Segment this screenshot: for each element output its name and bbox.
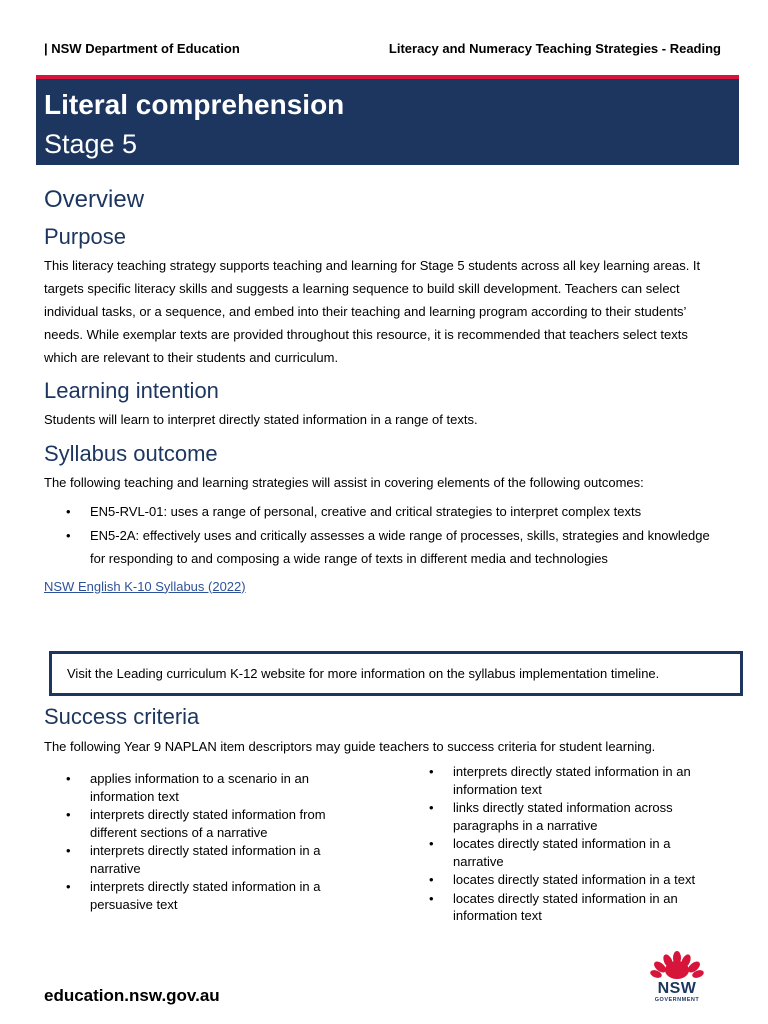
criteria-text: links directly stated information across paragraphs in a narrative <box>453 800 673 833</box>
outcome-list <box>44 500 724 571</box>
page-header <box>44 41 721 59</box>
bullet-icon: • <box>66 527 71 543</box>
bullet-icon: • <box>429 872 434 887</box>
list-item <box>429 799 719 834</box>
success-criteria-list-right <box>429 763 719 926</box>
success-criteria-list-left <box>66 770 356 914</box>
success-criteria-section <box>44 703 734 756</box>
list-item <box>429 835 719 870</box>
logo-wordmark: NSW <box>657 980 697 997</box>
criteria-text: interprets directly stated information in a persuasive text <box>90 879 321 912</box>
nsw-government-logo <box>648 950 706 1006</box>
list-item <box>66 842 356 877</box>
success-criteria-heading: Success criteria <box>44 704 200 729</box>
purpose-text: This literacy teaching strategy supports teaching and learning for Stage 5 students across all key learning areas. It targets specific literacy skills and suggests a learning sequence to build skill development. Teachers can select individual tasks, or a sequence, and embed into their teaching and learning program according to their students’ needs. While exemplar texts are provided throughout this resource, it is recommended that teachers select texts which are relevant to their students and curriculum. <box>44 258 701 365</box>
criteria-text: locates directly stated information in an information text <box>453 890 678 923</box>
list-item <box>66 878 356 913</box>
bullet-icon: • <box>66 807 71 822</box>
syllabus-outcome-intro: The following teaching and learning strategies will assist in covering elements of the following outcomes: <box>44 475 644 490</box>
list-item <box>66 806 356 841</box>
list-item <box>429 763 719 798</box>
purpose-heading: Purpose <box>44 224 126 249</box>
outcome-text: EN5-RVL-01: uses a range of personal, creative and critical strategies to interpret complex texts <box>90 504 642 519</box>
bullet-icon: • <box>66 771 71 786</box>
criteria-text: interprets directly stated information in an information text <box>453 764 691 797</box>
syllabus-link[interactable]: NSW English K-10 Syllabus (2022) <box>44 578 246 594</box>
logo-subtext: GOVERNMENT <box>654 997 700 1003</box>
outcome-text: EN5-2A: effectively uses and critically assesses a wide range of processes, skills, strategies and knowledge for responding to and composing a wide range of texts in different media and technologies <box>90 527 710 566</box>
title-banner <box>36 75 739 165</box>
bullet-icon: • <box>66 879 71 894</box>
criteria-text: applies information to a scenario in an information text <box>90 771 309 804</box>
bullet-icon: • <box>429 764 434 779</box>
page-title: Literal comprehension <box>44 89 345 120</box>
bullet-icon: • <box>66 843 71 858</box>
list-item <box>66 770 356 805</box>
bullet-icon: • <box>66 504 71 519</box>
overview-heading: Overview <box>44 186 145 213</box>
criteria-text: interprets directly stated information from different sections of a narrative <box>90 807 326 840</box>
header-department: | NSW Department of Education <box>44 41 240 56</box>
list-item <box>429 890 719 925</box>
bullet-icon: • <box>429 890 434 906</box>
callout-text: Visit the Leading curriculum K-12 website for more information on the syllabus implementation timeline. <box>67 666 660 681</box>
criteria-text: interprets directly stated information in a narrative <box>90 843 321 876</box>
list-item <box>429 871 719 889</box>
bullet-icon: • <box>429 836 434 851</box>
bullet-icon: • <box>429 800 434 815</box>
callout-box <box>49 651 743 696</box>
learning-intention-heading: Learning intention <box>44 378 219 403</box>
list-item <box>66 524 724 571</box>
main-content <box>44 185 724 598</box>
learning-intention-text: Students will learn to interpret directly stated information in a range of texts. <box>44 412 478 427</box>
criteria-text: locates directly stated information in a text <box>453 872 696 887</box>
list-item <box>66 500 724 524</box>
waratah-icon <box>648 950 706 982</box>
criteria-text: locates directly stated information in a narrative <box>453 836 671 869</box>
syllabus-outcome-heading: Syllabus outcome <box>44 441 218 466</box>
header-document-series: Literacy and Numeracy Teaching Strategies - Reading <box>388 41 721 56</box>
success-criteria-intro: The following Year 9 NAPLAN item descriptors may guide teachers to success criteria for student learning. <box>44 739 656 754</box>
page-subtitle: Stage 5 <box>44 129 138 159</box>
footer-website: education.nsw.gov.au <box>44 986 220 1005</box>
